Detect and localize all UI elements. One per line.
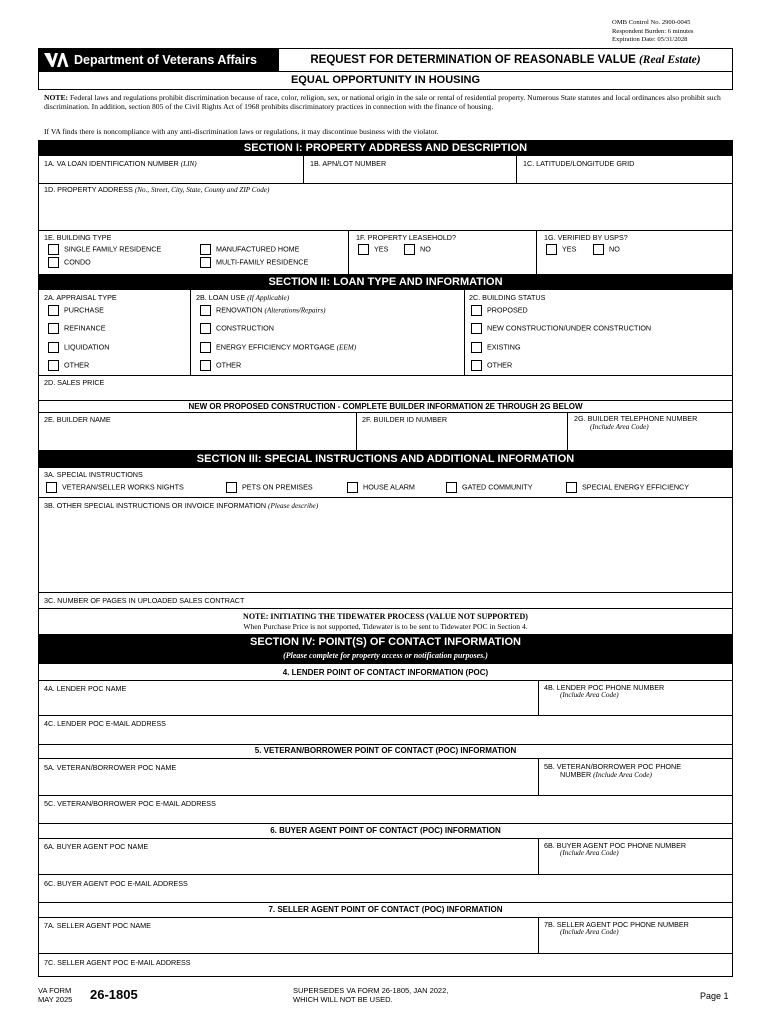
form-border <box>38 140 733 977</box>
checkbox-status-other[interactable]: OTHER <box>471 360 512 371</box>
field-2b-label: 2B. LOAN USE (If Applicable) <box>196 293 290 302</box>
note: NOTE: Federal laws and regulations prohibit discrimination because of race, color, religion, sex, or national origin in the sale or rental of residential property. Numerous State statutes and local ordinances also prohibit such discrimination. In addition, section 805 of the Civil Rights Act of 1968 prohibits discriminatory practices in connection with the finance of housing. <box>44 93 721 112</box>
checkbox-sfr[interactable]: SINGLE FAMILY RESIDENCE <box>48 244 161 255</box>
checkbox-usps-yes[interactable]: YES <box>546 244 576 255</box>
field-7c-label: 7C. SELLER AGENT POC E-MAIL ADDRESS <box>44 958 191 967</box>
field-5b-label-2: NUMBER (Include Area Code) <box>560 770 652 779</box>
section-1-header: SECTION I: PROPERTY ADDRESS AND DESCRIPTION <box>38 140 733 156</box>
field-3a-label: 3A. SPECIAL INSTRUCTIONS <box>44 470 143 479</box>
field-4a-label: 4A. LENDER POC NAME <box>44 684 127 693</box>
field-3b-label: 3B. OTHER SPECIAL INSTRUCTIONS OR INVOICE INFORMATION (Please describe) <box>44 501 319 510</box>
checkbox-loan-use-other[interactable]: OTHER <box>200 360 241 371</box>
field-1e-label: 1E. BUILDING TYPE <box>44 233 112 242</box>
checkbox-liquidation[interactable]: LIQUIDATION <box>48 342 109 353</box>
checkbox-energy[interactable]: SPECIAL ENERGY EFFICIENCY <box>566 482 689 493</box>
field-2f-label: 2F. BUILDER ID NUMBER <box>362 415 448 424</box>
checkbox-new-construction[interactable]: NEW CONSTRUCTION/UNDER CONSTRUCTION <box>471 323 651 334</box>
field-1c-label: 1C. LATITUDE/LONGITUDE GRID <box>523 159 635 168</box>
va-header-logo-box <box>38 48 278 72</box>
field-1f-label: 1F. PROPERTY LEASEHOLD? <box>356 233 456 242</box>
veteran-poc-header: 5. VETERAN/BORROWER POINT OF CONTACT (POC) INFORMATION <box>254 746 517 755</box>
footer-form-info <box>38 986 72 1004</box>
footer-form-number: 26-1805 <box>90 987 138 1002</box>
field-2g-label: 2G. BUILDER TELEPHONE NUMBER <box>574 414 698 423</box>
field-1a-label: 1A. VA LOAN IDENTIFICATION NUMBER (LIN) <box>44 159 197 168</box>
checkbox-works-nights[interactable]: VETERAN/SELLER WORKS NIGHTS <box>46 482 184 493</box>
field-7b-label: 7B. SELLER AGENT POC PHONE NUMBER <box>544 920 689 929</box>
field-4b-area: (Include Area Code) <box>560 691 619 699</box>
field-4c-label: 4C. LENDER POC E-MAIL ADDRESS <box>44 719 166 728</box>
checkbox-eem[interactable]: ENERGY EFFICIENCY MORTGAGE (EEM) <box>200 342 356 353</box>
checkbox-proposed[interactable]: PROPOSED <box>471 305 528 316</box>
note-2: If VA finds there is noncompliance with any anti-discrimination laws or regulations, it may discontinue business with the violator. <box>44 127 439 136</box>
lender-poc-header: 4. LENDER POINT OF CONTACT INFORMATION (POC) <box>282 668 489 677</box>
builder-info-header: NEW OR PROPOSED CONSTRUCTION - COMPLETE BUILDER INFORMATION 2E THROUGH 2G BELOW <box>188 402 583 411</box>
section-4-subtitle: (Please complete for property access or notification purposes.) <box>283 651 488 660</box>
seller-agent-poc-header: 7. SELLER AGENT POINT OF CONTACT (POC) INFORMATION <box>268 905 503 914</box>
section-2-header: SECTION II: LOAN TYPE AND INFORMATION <box>38 274 733 290</box>
field-7a-label: 7A. SELLER AGENT POC NAME <box>44 921 151 930</box>
subtitle: EQUAL OPPORTUNITY IN HOUSING <box>38 72 733 90</box>
omb-info <box>612 19 694 45</box>
field-5b-label: 5B. VETERAN/BORROWER POC PHONE <box>544 762 681 771</box>
checkbox-alarm[interactable]: HOUSE ALARM <box>347 482 415 493</box>
field-2g-area: (Include Area Code) <box>590 423 649 431</box>
checkbox-leasehold-yes[interactable]: YES <box>358 244 388 255</box>
field-3c-label: 3C. NUMBER OF PAGES IN UPLOADED SALES CONTRACT <box>44 596 245 605</box>
checkbox-multi-family[interactable]: MULTI-FAMILY RESIDENCE <box>200 257 308 268</box>
field-2a-label: 2A. APPRAISAL TYPE <box>44 293 117 302</box>
footer-form-date: MAY 2025 <box>38 995 73 1004</box>
field-6b-area: (Include Area Code) <box>560 849 619 857</box>
field-2d-label: 2D. SALES PRICE <box>44 378 105 387</box>
tidewater-note-2: When Purchase Price is not supported, Tidewater is to be sent to Tidewater POC in Section 4. <box>243 622 528 631</box>
checkbox-renovation[interactable]: RENOVATION (Alterations/Repairs) <box>200 305 326 316</box>
field-4b-label: 4B. LENDER POC PHONE NUMBER <box>544 683 665 692</box>
field-7b-area: (Include Area Code) <box>560 928 619 936</box>
field-6b-label: 6B. BUYER AGENT POC PHONE NUMBER <box>544 841 687 850</box>
field-1d-label: 1D. PROPERTY ADDRESS (No., Street, City, State, County and ZIP Code) <box>44 185 270 194</box>
buyer-agent-poc-header: 6. BUYER AGENT POINT OF CONTACT (POC) INFORMATION <box>270 826 501 835</box>
checkbox-pets[interactable]: PETS ON PREMISES <box>226 482 313 493</box>
field-6c-label: 6C. BUYER AGENT POC E-MAIL ADDRESS <box>44 879 188 888</box>
field-1b-label: 1B. APN/LOT NUMBER <box>310 159 387 168</box>
department-name: Department of Veterans Affairs <box>74 53 257 67</box>
checkbox-construction[interactable]: CONSTRUCTION <box>200 323 274 334</box>
field-6a-label: 6A. BUYER AGENT POC NAME <box>44 842 149 851</box>
omb-control: OMB Control No. 2900-0045 <box>612 19 691 26</box>
field-5c-label: 5C. VETERAN/BORROWER POC E-MAIL ADDRESS <box>44 799 216 808</box>
checkbox-gated[interactable]: GATED COMMUNITY <box>446 482 533 493</box>
tidewater-note: NOTE: INITIATING THE TIDEWATER PROCESS (VALUE NOT SUPPORTED) <box>243 612 528 621</box>
form-title: REQUEST FOR DETERMINATION OF REASONABLE VALUE (Real Estate) <box>278 48 733 72</box>
checkbox-usps-no[interactable]: NO <box>593 244 620 255</box>
field-2c-label: 2C. BUILDING STATUS <box>469 293 546 302</box>
field-2e-label: 2E. BUILDER NAME <box>44 415 111 424</box>
omb-expiration: Expiration Date: 05/31/2028 <box>612 36 688 43</box>
footer-supersedes: SUPERSEDES VA FORM 26-1805, JAN 2022, WHICH WILL NOT BE USED. <box>293 986 449 1004</box>
va-logo-icon <box>43 51 69 69</box>
checkbox-existing[interactable]: EXISTING <box>471 342 521 353</box>
section-3-header: SECTION III: SPECIAL INSTRUCTIONS AND ADDITIONAL INFORMATION <box>38 450 733 468</box>
field-1g-label: 1G. VERIFIED BY USPS? <box>544 233 628 242</box>
checkbox-refinance[interactable]: REFINANCE <box>48 323 106 334</box>
checkbox-leasehold-no[interactable]: NO <box>404 244 431 255</box>
footer-form-label: VA FORM <box>38 986 72 995</box>
checkbox-condo[interactable]: CONDO <box>48 257 91 268</box>
checkbox-purchase[interactable]: PURCHASE <box>48 305 104 316</box>
page-number: Page 1 <box>700 991 729 1001</box>
omb-burden: Respondent Burden: 6 minutes <box>612 27 694 35</box>
checkbox-manufactured-home[interactable]: MANUFACTURED HOME <box>200 244 299 255</box>
field-5a-label: 5A. VETERAN/BORROWER POC NAME <box>44 763 177 772</box>
section-4-header: SECTION IV: POINT(S) OF CONTACT INFORMATION <box>250 636 521 648</box>
checkbox-appraisal-other[interactable]: OTHER <box>48 360 89 371</box>
